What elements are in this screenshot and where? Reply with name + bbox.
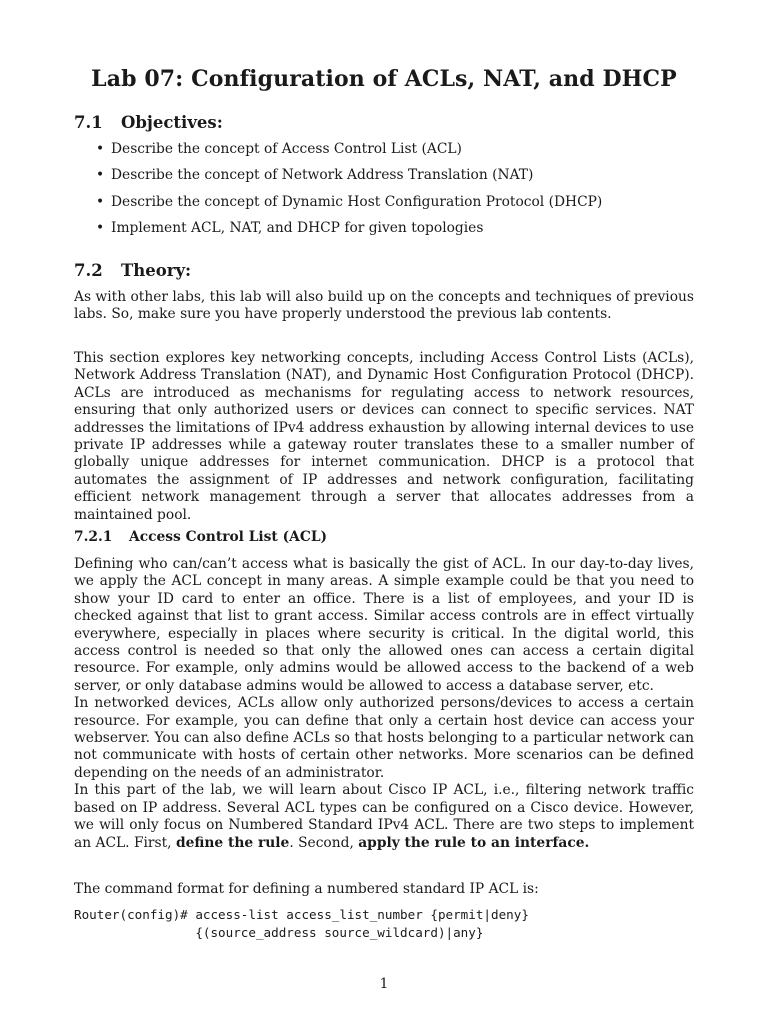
subsection-number: 7.2.1 <box>74 529 113 545</box>
bullet-icon: • <box>96 141 105 157</box>
list-item: • Describe the concept of Network Address Translation (NAT) <box>96 167 716 193</box>
code-line: {(source_address source_wildcard)|any} <box>74 925 484 940</box>
subsection-title: Access Control List (ACL) <box>129 529 328 545</box>
acl-paragraph-2: In networked devices, ACLs allow only authorized persons/devices to access a certain resource. For example, you can define that only a certain host device can access your webserver. You can also define ACLs so that hosts belonging to a particular network can not communicate with hosts of certain other networks. More scenarios can be defined depending on the needs of an administrator. <box>74 695 694 781</box>
section-number: 7.1 <box>74 113 103 132</box>
subsection-heading-acl <box>74 529 327 545</box>
document-title: Lab 07: Configuration of ACLs, NAT, and DHCP <box>91 66 677 92</box>
page-number: 1 <box>379 976 389 992</box>
section-number: 7.2 <box>74 261 103 280</box>
acl-paragraph-3: In this part of the lab, we will learn about Cisco IP ACL, i.e., filtering network traffic based on IP address. Several ACL types can be configured on a Cisco device. However, we will only focus on Numbered Standard IPv4 ACL. There are two steps to implement an ACL. First, define the rule. Second, apply the rule to an interface. <box>74 782 694 851</box>
list-item: • Implement ACL, NAT, and DHCP for given topologies <box>96 220 716 246</box>
list-item: • Describe the concept of Access Control List (ACL) <box>96 141 716 167</box>
bold-text: define the rule <box>175 834 290 851</box>
command-intro: The command format for defining a numbered standard IP ACL is: <box>74 881 539 897</box>
section-heading-theory <box>74 261 191 280</box>
acl-paragraph-1: Defining who can/can’t access what is basically the gist of ACL. In our day-to-day lives, we apply the ACL concept in many areas. A simple example could be that you need to show your ID card to enter an office. There is a list of employees, and your ID is checked against that list to grant access. Similar access controls are in effect virtually everywhere, especially in places where security is critical. In the digital world, this access control is needed so that only the allowed ones can access a certain digital resource. For example, only admins would be allowed access to the backend of a web server, or only database admins would be allowed to access a database server, etc. <box>74 556 694 694</box>
bullet-icon: • <box>96 167 105 184</box>
theory-paragraph-2: This section explores key networking concepts, including Access Control Lists (ACLs), Network Address Translation (NAT), and Dynamic Host Configuration Protocol (DHCP). ACLs are introduced as mechanisms for regulating access to network resources, ensuring that only authorized users or devices can connect to specific services. NAT addresses the limitations of IPv4 address exhaustion by allowing internal devices to use private IP addresses while a gateway router translates these to a smaller number of globally unique addresses for internet communication. DHCP is a protocol that automates the assignment of IP addresses and network configuration, facilitating efficient network management through a server that allocates addresses from a maintained pool. <box>74 350 694 523</box>
bullet-icon: • <box>96 219 105 236</box>
section-title: Theory: <box>121 261 192 280</box>
list-item: • Describe the concept of Dynamic Host Configuration Protocol (DHCP) <box>96 194 716 220</box>
acl-body <box>74 556 694 852</box>
bullet-icon: • <box>96 193 105 210</box>
objectives-list <box>96 141 716 246</box>
code-block <box>74 906 529 942</box>
theory-paragraph-1: As with other labs, this lab will also build up on the concepts and techniques of previous labs. So, make sure you have properly understood the previous lab contents. <box>74 289 694 323</box>
section-heading-objectives <box>74 113 223 132</box>
code-line: Router(config)# access-list access_list_number {permit|deny} <box>74 907 529 922</box>
section-title: Objectives: <box>121 113 223 132</box>
bold-text: apply the rule to an interface. <box>358 834 590 851</box>
